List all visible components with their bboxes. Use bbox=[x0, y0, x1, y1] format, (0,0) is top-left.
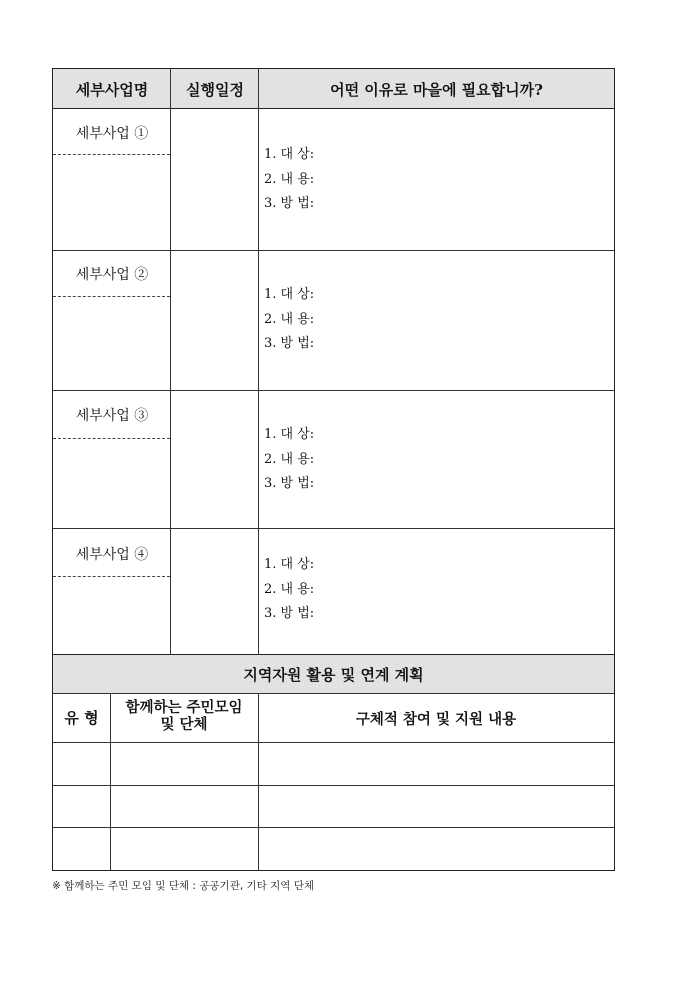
subproject-details bbox=[264, 553, 314, 627]
header-type: 유 형 bbox=[64, 709, 99, 727]
row-divider bbox=[53, 742, 614, 743]
subproject-details bbox=[264, 423, 314, 497]
column-divider bbox=[258, 69, 259, 654]
detail-content: 2. 내 용: bbox=[264, 171, 315, 187]
project-plan-table bbox=[52, 68, 615, 871]
subproject-label: 세부사업 ③ bbox=[75, 408, 149, 424]
subproject-name-divider bbox=[53, 154, 170, 155]
detail-method: 3. 방 법: bbox=[264, 196, 315, 211]
header-subproject-name: 세부사업명 bbox=[75, 81, 149, 99]
column-divider bbox=[170, 69, 171, 654]
row-divider bbox=[53, 827, 614, 828]
footnote: ※ 함께하는 주민 모임 및 단체 : 공공기관, 기타 지역 단체 bbox=[52, 880, 315, 892]
row-divider bbox=[53, 390, 614, 391]
header-group bbox=[110, 699, 258, 733]
subproject-label: 세부사업 ① bbox=[75, 126, 149, 142]
subproject-name-divider bbox=[53, 576, 170, 577]
detail-target: 1. 대 상: bbox=[264, 557, 315, 572]
header-group-line2: 및 단체 bbox=[160, 716, 208, 733]
section-title-row bbox=[53, 654, 614, 694]
header-reason: 어떤 이유로 마을에 필요합니까? bbox=[330, 81, 543, 99]
row-divider bbox=[53, 250, 614, 251]
detail-method: 3. 방 법: bbox=[264, 336, 315, 351]
detail-target: 1. 대 상: bbox=[264, 147, 315, 162]
section-title: 지역자원 활용 및 연계 계획 bbox=[243, 665, 424, 684]
detail-target: 1. 대 상: bbox=[264, 287, 315, 302]
subproject-name-divider bbox=[53, 438, 170, 439]
header-schedule: 실행일정 bbox=[186, 81, 244, 99]
subproject-name-divider bbox=[53, 296, 170, 297]
detail-content: 2. 내 용: bbox=[264, 451, 315, 467]
subproject-details bbox=[264, 143, 314, 217]
subproject-details bbox=[264, 283, 314, 357]
detail-method: 3. 방 법: bbox=[264, 476, 315, 491]
detail-method: 3. 방 법: bbox=[264, 606, 315, 621]
detail-content: 2. 내 용: bbox=[264, 581, 315, 597]
header-participation: 구체적 참여 및 지원 내용 bbox=[355, 711, 517, 728]
row-divider bbox=[53, 785, 614, 786]
row-divider bbox=[53, 528, 614, 529]
header-group-line1: 함께하는 주민모임 bbox=[125, 699, 243, 716]
subproject-label: 세부사업 ② bbox=[75, 267, 149, 283]
detail-content: 2. 내 용: bbox=[264, 311, 315, 327]
detail-target: 1. 대 상: bbox=[264, 427, 315, 442]
subproject-label: 세부사업 ④ bbox=[75, 547, 149, 563]
